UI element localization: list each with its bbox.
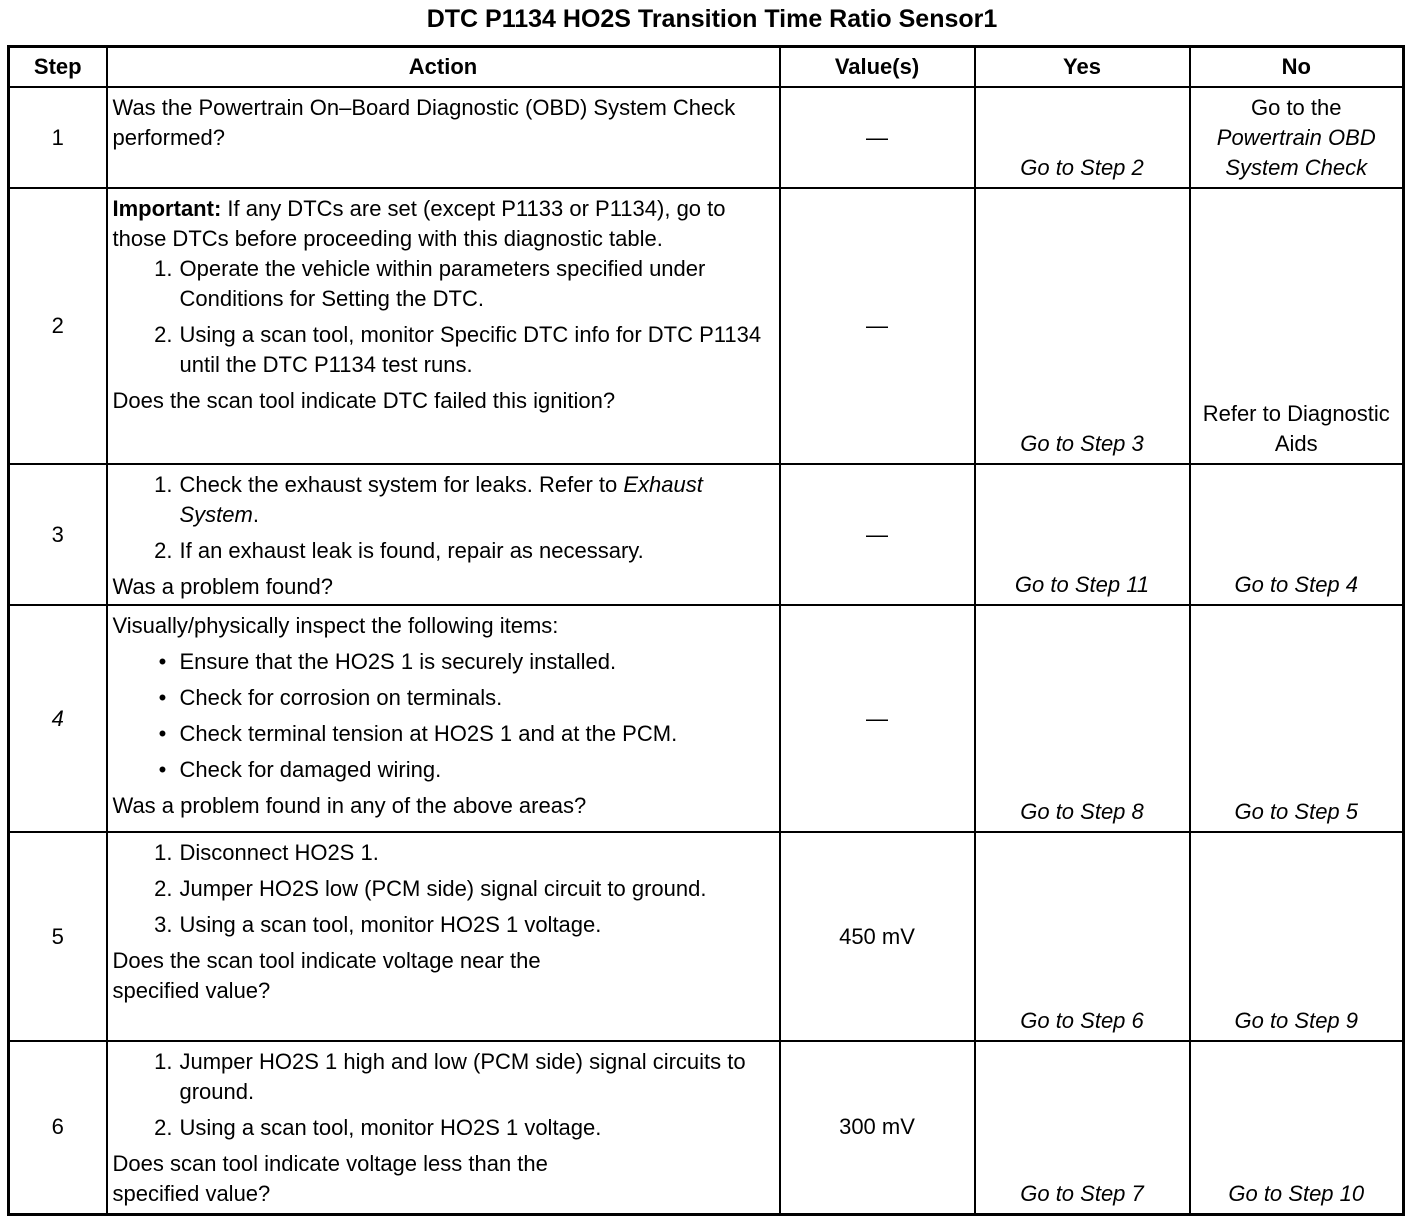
action-cell (107, 1041, 780, 1214)
item-text: Ensure that the HO2S 1 is securely installed. (179, 649, 617, 674)
column-header-no: No (1190, 47, 1404, 88)
item-text: Jumper HO2S low (PCM side) signal circuit to ground. (179, 876, 707, 901)
no-cell: Go to Step 9 (1190, 832, 1404, 1041)
table-row (9, 464, 1404, 605)
yes-cell: Go to Step 7 (975, 1041, 1190, 1214)
value-cell: — (780, 87, 975, 188)
item-number: 1. (154, 840, 173, 865)
value-cell: — (780, 464, 975, 605)
list-item (113, 470, 775, 530)
step-number: 2 (9, 188, 107, 464)
column-header-action: Action (107, 47, 780, 88)
procedure-list (113, 470, 775, 566)
diagnostic-table (7, 45, 1405, 1216)
no-text: Go to the (1250, 95, 1342, 120)
question-text: Was a problem found? (112, 574, 334, 599)
table-row (9, 87, 1404, 188)
important-label: Important: (112, 196, 222, 221)
item-text: Using a scan tool, monitor HO2S 1 voltage. (179, 912, 602, 937)
important-text: If any DTCs are set (except P1133 or P1134), go to those DTCs before proceeding with this diagnostic table. (112, 196, 726, 251)
no-cell: Go to Step 5 (1190, 605, 1404, 832)
no-cell (1190, 87, 1404, 188)
action-cell (107, 87, 780, 188)
item-number: 2. (154, 1115, 173, 1140)
action-cell (107, 605, 780, 832)
page-title: DTC P1134 HO2S Transition Time Ratio Sensor1 (426, 5, 998, 33)
list-item (113, 683, 775, 713)
item-text: Operate the vehicle within parameters specified under Conditions for Setting the DTC. (179, 256, 706, 311)
bullet: • (158, 685, 167, 710)
important-note (113, 194, 775, 254)
list-item (113, 755, 775, 785)
item-text: Check for damaged wiring. (179, 757, 442, 782)
question-text: Was a problem found in any of the above areas? (112, 793, 587, 818)
no-cell: Go to Step 10 (1190, 1041, 1404, 1214)
table-row (9, 1041, 1404, 1214)
item-number: 3. (154, 912, 173, 937)
item-text: Check the exhaust system for leaks. Refer to (179, 472, 618, 497)
yes-cell: Go to Step 8 (975, 605, 1190, 832)
step-number: 6 (9, 1041, 107, 1214)
question-text: Does scan tool indicate voltage less than the specified value? (112, 1151, 548, 1206)
yes-cell: Go to Step 3 (975, 188, 1190, 464)
list-item (113, 1113, 775, 1143)
bullet: • (158, 721, 167, 746)
value-cell: 450 mV (780, 832, 975, 1041)
item-text: If an exhaust leak is found, repair as necessary. (179, 538, 644, 563)
list-item (113, 874, 775, 904)
bullet: • (158, 649, 167, 674)
list-item (113, 1047, 775, 1107)
action-cell (107, 832, 780, 1041)
item-number: 1. (154, 256, 173, 281)
action-intro: Visually/physically inspect the following items: (112, 613, 559, 638)
question-text: Does the scan tool indicate voltage near the specified value? (112, 948, 541, 1003)
value-cell: — (780, 605, 975, 832)
no-cell: Go to Step 4 (1190, 464, 1404, 605)
item-number: 1. (154, 1049, 173, 1074)
table-row (9, 832, 1404, 1041)
inspection-list (113, 647, 775, 785)
column-header-values: Value(s) (780, 47, 975, 88)
yes-cell: Go to Step 11 (975, 464, 1190, 605)
list-item (113, 536, 775, 566)
procedure-list (113, 1047, 775, 1143)
value-cell: — (780, 188, 975, 464)
no-cell: Refer to Diagnostic Aids (1190, 188, 1404, 464)
list-item (113, 910, 775, 940)
action-cell (107, 188, 780, 464)
question-text: Does the scan tool indicate DTC failed this ignition? (112, 388, 616, 413)
list-item (113, 838, 775, 868)
item-text: Check for corrosion on terminals. (179, 685, 503, 710)
list-item (113, 320, 775, 380)
list-item (113, 254, 775, 314)
table-row (9, 188, 1404, 464)
item-number: 1. (154, 472, 173, 497)
step-number: 1 (9, 87, 107, 188)
item-text: Jumper HO2S 1 high and low (PCM side) signal circuits to ground. (179, 1049, 746, 1104)
item-number: 2. (154, 876, 173, 901)
step-number: 5 (9, 832, 107, 1041)
yes-cell: Go to Step 6 (975, 832, 1190, 1041)
item-text: Using a scan tool, monitor Specific DTC info for DTC P1134 until the DTC P1134 test runs. (179, 322, 762, 377)
table-row (9, 605, 1404, 832)
list-item (113, 647, 775, 677)
item-reference: Exhaust System (179, 472, 703, 527)
item-text: Disconnect HO2S 1. (179, 840, 379, 865)
no-reference: Powertrain OBD System Check (1216, 125, 1376, 180)
item-text: Check terminal tension at HO2S 1 and at the PCM. (179, 721, 678, 746)
item-punctuation: . (252, 502, 259, 527)
item-text: Using a scan tool, monitor HO2S 1 voltage. (179, 1115, 602, 1140)
step-number: 3 (9, 464, 107, 605)
step-number: 4 (9, 605, 107, 832)
item-number: 2. (154, 538, 173, 563)
procedure-list (113, 254, 775, 380)
yes-cell: Go to Step 2 (975, 87, 1190, 188)
value-cell: 300 mV (780, 1041, 975, 1214)
bullet: • (158, 757, 167, 782)
action-cell (107, 464, 780, 605)
column-header-yes: Yes (975, 47, 1190, 88)
item-number: 2. (154, 322, 173, 347)
column-header-step: Step (9, 47, 107, 88)
list-item (113, 719, 775, 749)
action-text: Was the Powertrain On–Board Diagnostic (OBD) System Check performed? (112, 95, 736, 150)
procedure-list (113, 838, 775, 940)
table-header-row (9, 47, 1404, 88)
